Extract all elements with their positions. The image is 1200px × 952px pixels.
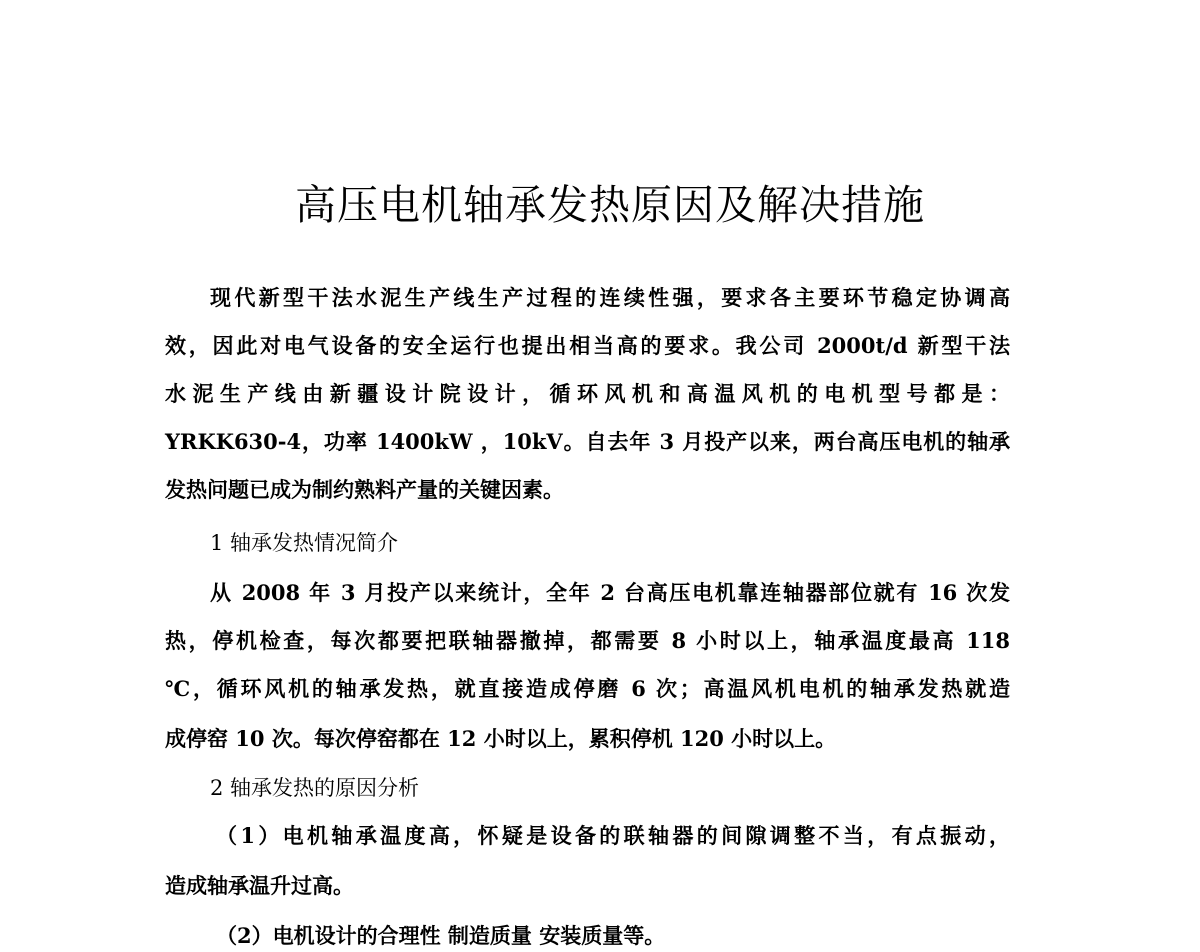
paragraph-line: 热，停机检查，每次都要把联轴器撤掉，都需要 8 小时以上，轴承温度最高 118 xyxy=(165,628,1010,653)
section-heading: 1 轴承发热情况简介 xyxy=(210,531,399,555)
paragraph-line: 造成轴承温升过高。 xyxy=(165,873,354,898)
paragraph-line: （2）电机设计的合理性 制造质量 安装质量等。 xyxy=(216,923,666,948)
paragraph-line: （1）电机轴承温度高，怀疑是设备的联轴器的间隙调整不当，有点振动， xyxy=(216,823,1010,848)
paragraph-line: 效，因此对电气设备的安全运行也提出相当高的要求。我公司 2000t/d 新型干法 xyxy=(165,333,1010,358)
paragraph-line: 现代新型干法水泥生产线生产过程的连续性强，要求各主要环节稳定协调高 xyxy=(210,285,1010,310)
paragraph-line: YRKK630-4，功率 1400kW ，10kV。自去年 3 月投产以来，两台高压电机的轴承 xyxy=(165,429,1010,454)
paragraph-line: 水泥生产线由新疆设计院设计，循环风机和高温风机的电机型号都是： xyxy=(165,381,1010,406)
section-heading: 2 轴承发热的原因分析 xyxy=(210,776,420,800)
paragraph-line: 成停窑 10 次。每次停窑都在 12 小时以上，累积停机 120 小时以上。 xyxy=(165,726,837,751)
paragraph-line: 从 2008 年 3 月投产以来统计，全年 2 台高压电机靠连轴器部位就有 16 次发 xyxy=(210,580,1010,605)
paragraph-line: ℃，循环风机的轴承发热，就直接造成停磨 6 次；高温风机电机的轴承发热就造 xyxy=(165,676,1010,701)
paragraph-line: 发热问题已成为制约熟料产量的关键因素。 xyxy=(165,477,564,502)
document-title: 高压电机轴承发热原因及解决措施 xyxy=(295,181,925,230)
